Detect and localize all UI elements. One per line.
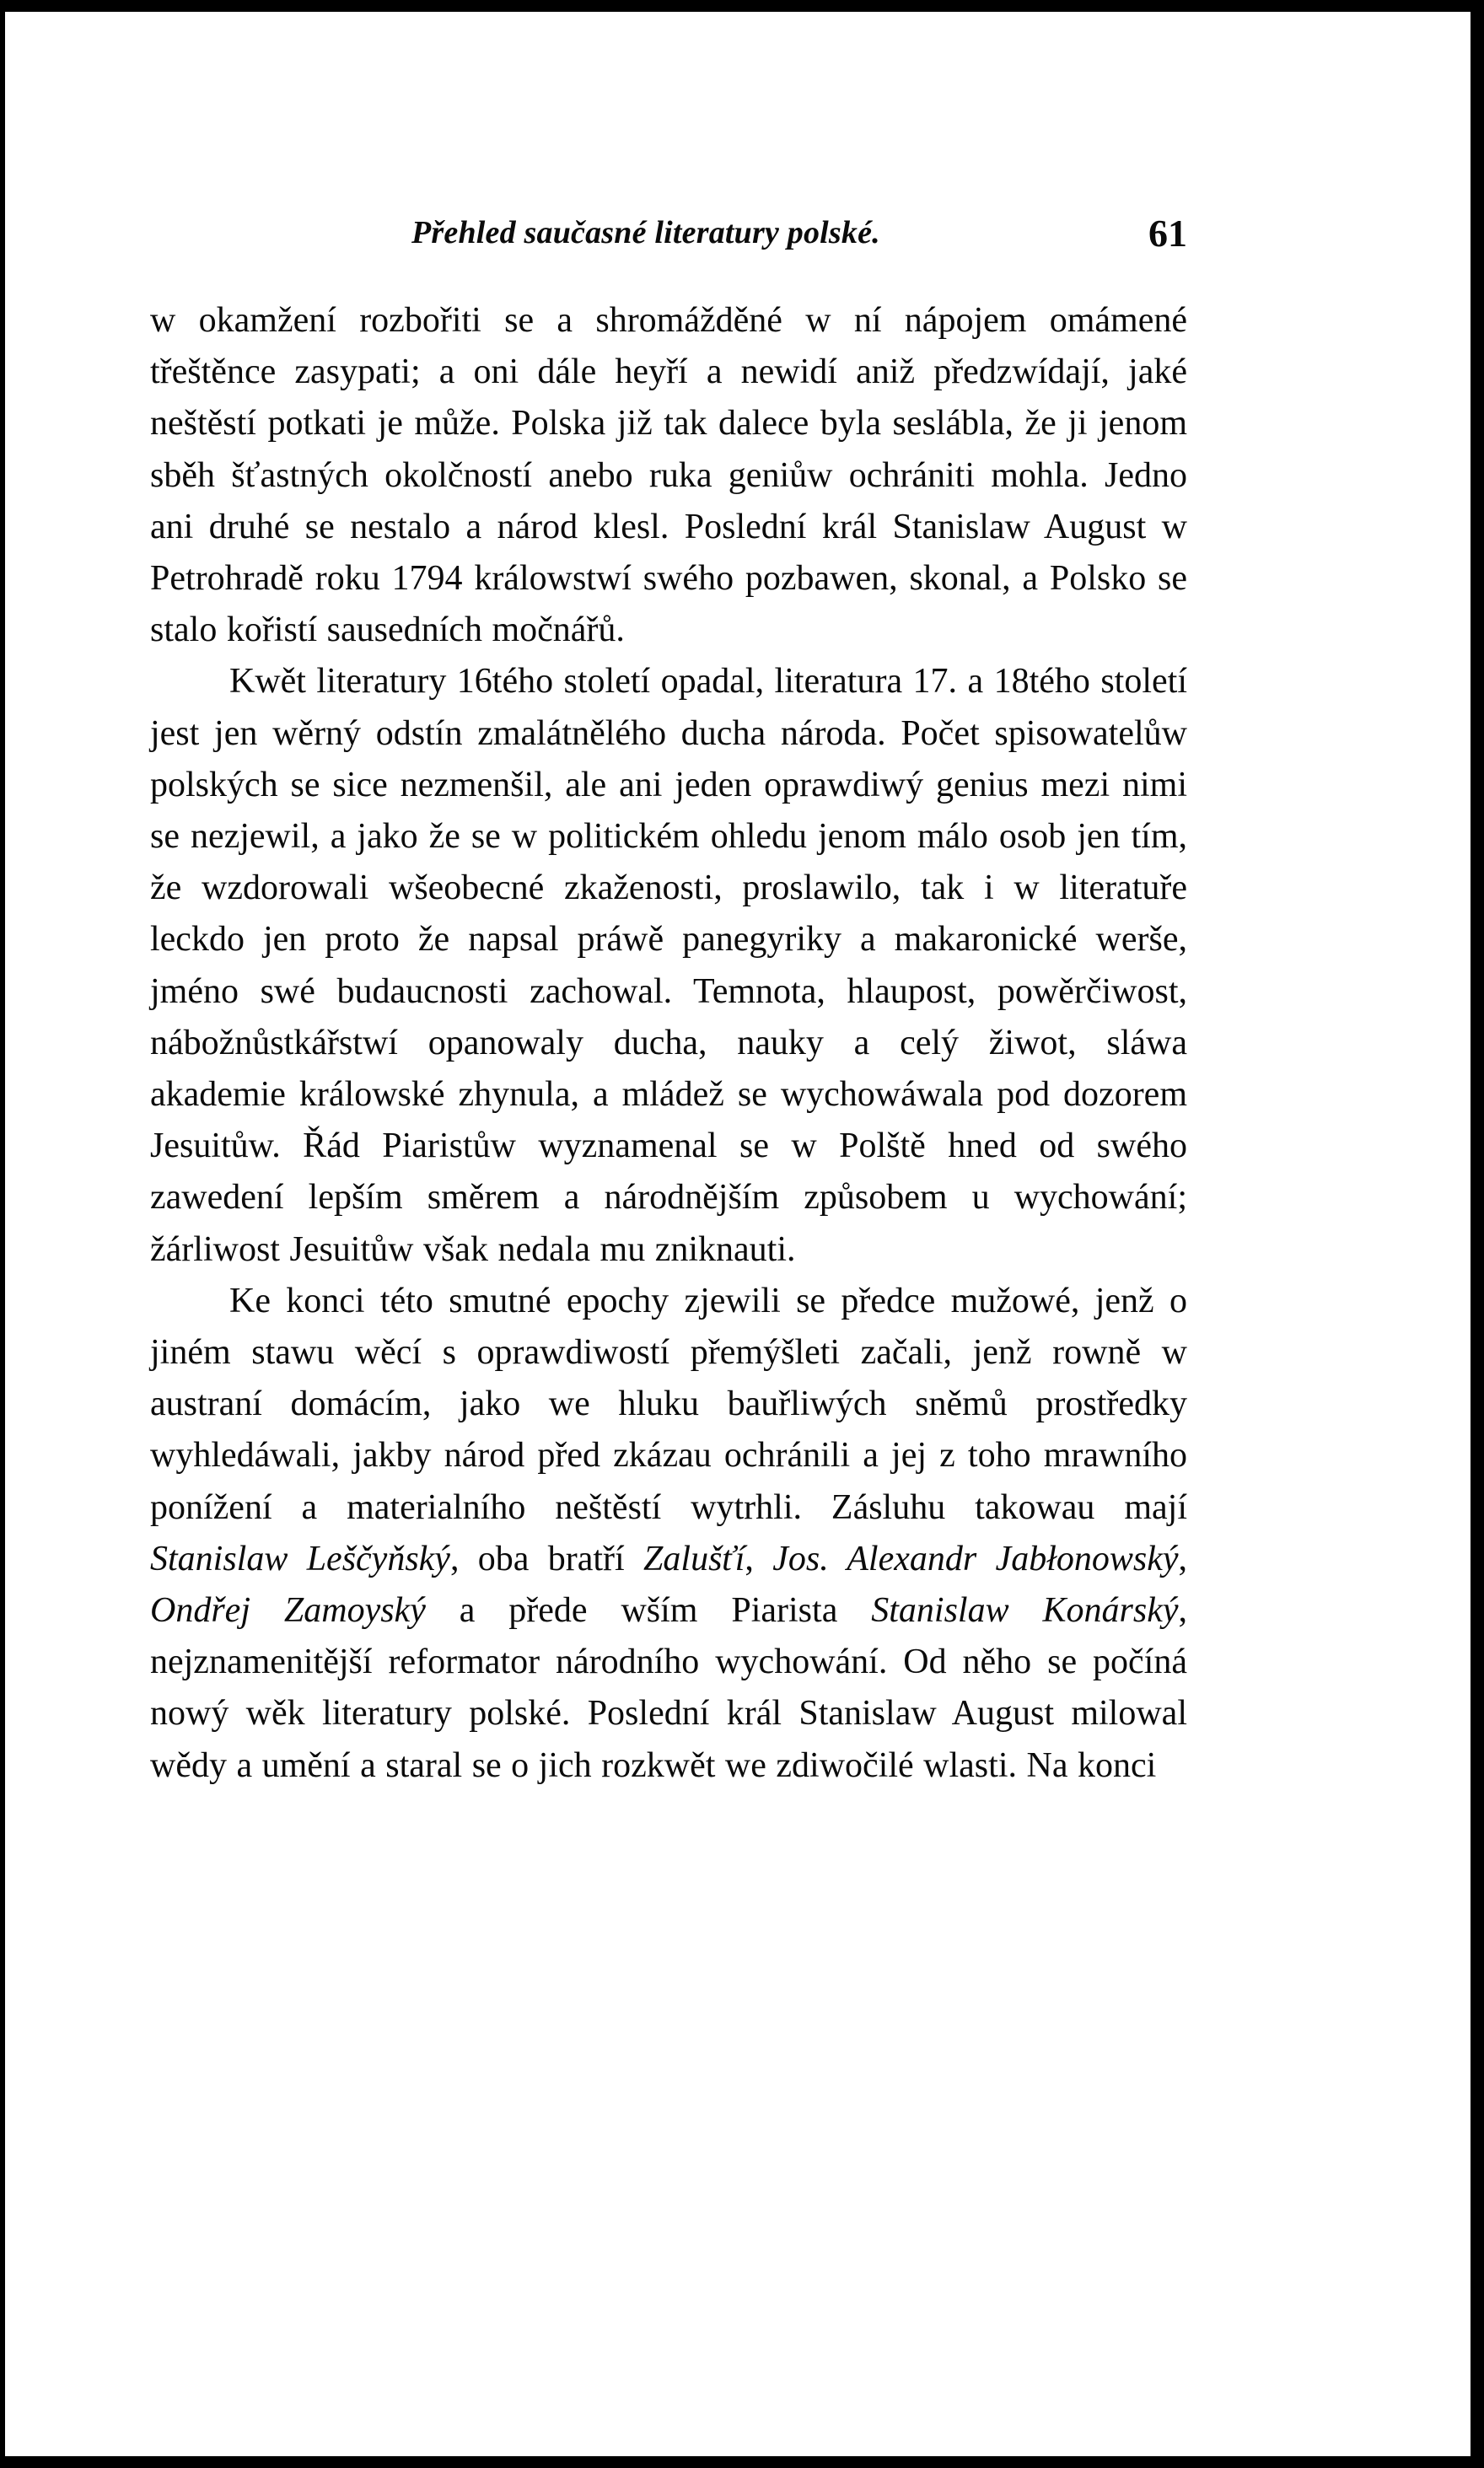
italic-name: Stanislaw Leščyňský xyxy=(150,1539,450,1578)
paragraph-1 xyxy=(150,295,1187,656)
scan-edge-left xyxy=(0,0,5,2468)
page-header xyxy=(150,207,1187,266)
text-run: a přede wším Piarista xyxy=(425,1591,872,1631)
scan-edge-top xyxy=(0,0,1484,12)
running-title: Přehled saučasné literatury polské. xyxy=(411,215,880,250)
text-run: , oba bratří xyxy=(449,1539,644,1578)
italic-name: Stanislaw Konárský xyxy=(871,1591,1179,1631)
italic-name: Zalušťí xyxy=(643,1539,745,1578)
text-run: , nejznamenitější reformator národního wychowání. Od něho se počíná nowý wěk literatury polské. Poslední král Stanislaw August milowal wědy a umění a staral se o jich rozkwět we zdiwočilé wlasti. Na konci xyxy=(150,1591,1187,1785)
body-text xyxy=(150,295,1187,1792)
page-number: 61 xyxy=(1148,212,1187,255)
text-run: , xyxy=(745,1539,773,1578)
text-run: w okamžení rozbořiti se a shromážděné w ní nápojem omámené třeštěnce zasypati; a oni dále heyří a newidí aniž předzwídají, jaké neštěstí potkati je může. Polska již tak dalece byla seslábla, že ji jenom sběh šťastných okolčností anebo ruka geniůw ochrániti mohla. Jedno ani druhé se nestalo a národ klesl. Poslední král Stanislaw August w Petrohradě roku 1794 králowstwí swého pozbawen, skonal, a Polsko se stalo kořistí sausedních močnářů. xyxy=(150,301,1187,650)
text-run: , xyxy=(1178,1539,1188,1578)
text-run: Kwět literatury 16tého století opadal, literatura 17. a 18tého století jest jen wěrný odstín zmalátnělého ducha národa. Počet spisowatelůw polských se sice nezmenšil, ale ani jeden oprawdiwý genius mezi nimi se nezjewil, a jako že se w politickém ohledu jenom málo osob jen tím, že wzdorowali wšeobecné zkaženosti, proslawilo, tak i w literatuře leckdo jen proto že napsal práwě panegyriky a makaronické werše, jméno swé budaucnosti zachowal. Temnota, hlaupost, powěrčiwost, nábožnůstkářstwí opanowaly ducha, nauky a celý žiwot, sláwa akademie králowské zhynula, a mládež se wychowáwala pod dozorem Jesuitůw. Řád Piaristůw wyznamenal se w Polště hned od swého zawedení lepším směrem a národnějším způsobem u wychowání; žárliwost Jesuitůw však nedala mu zniknauti. xyxy=(150,662,1187,1269)
text-run: Ke konci této smutné epochy zjewili se předce mužowé, jenž o jiném stawu wěcí s oprawdiwostí přemýšleti začali, jenž rowně w austraní domácím, jako we hluku bauřliwých sněmů prostředky wyhledáwali, jakby národ před zkázau ochránili a jej z toho mrawního ponížení a materialního neštěstí wytrhli. Zásluhu takowau mají xyxy=(150,1281,1187,1527)
italic-name: Jos. Alexandr Jabłonowský xyxy=(772,1539,1179,1578)
italic-name: Ondřej Zamoyský xyxy=(150,1591,426,1631)
paragraph-3 xyxy=(150,1276,1187,1792)
scan-edge-bottom xyxy=(0,2456,1484,2468)
scan-edge-right xyxy=(1471,0,1484,2468)
paragraph-2 xyxy=(150,656,1187,1275)
